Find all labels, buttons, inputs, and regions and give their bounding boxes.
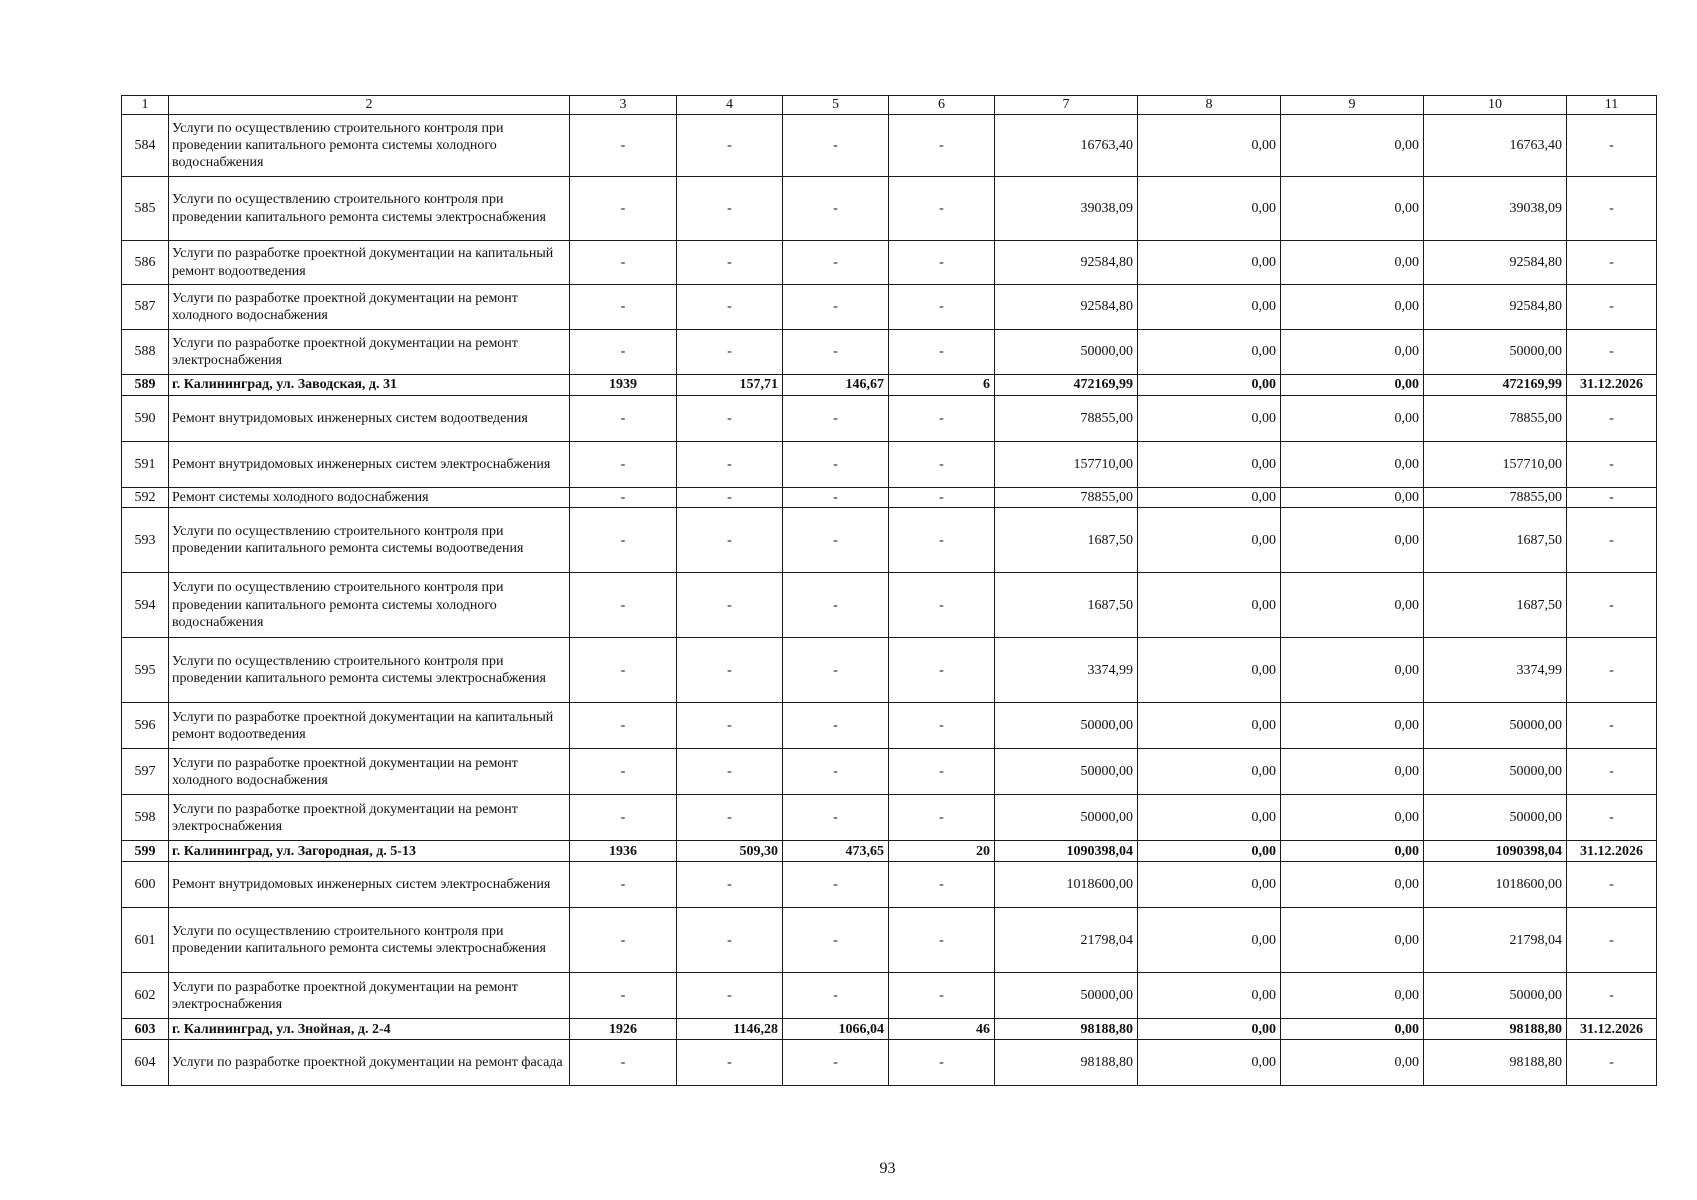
- col9-value: 0,00: [1281, 638, 1424, 703]
- col7-value: 50000,00: [995, 795, 1138, 841]
- table-row: [122, 330, 1657, 375]
- col4-value: -: [677, 749, 783, 795]
- table-row: [122, 795, 1657, 841]
- col7-value: 92584,80: [995, 285, 1138, 330]
- col5-value: -: [783, 908, 889, 973]
- col7-value: 50000,00: [995, 330, 1138, 375]
- col11-value: -: [1567, 908, 1657, 973]
- col10-value: 1018600,00: [1424, 862, 1567, 908]
- col11-value: -: [1567, 703, 1657, 749]
- col9-value: 0,00: [1281, 862, 1424, 908]
- col8-value: 0,00: [1138, 573, 1281, 638]
- col5-value: -: [783, 442, 889, 488]
- col5-value: -: [783, 638, 889, 703]
- col5-value: 473,65: [783, 841, 889, 862]
- col8-value: 0,00: [1138, 442, 1281, 488]
- column-number-row: [122, 96, 1657, 115]
- row-number: 591: [122, 442, 169, 488]
- col4-value: -: [677, 1040, 783, 1086]
- col7-value: 16763,40: [995, 115, 1138, 177]
- col-header-9: 9: [1281, 96, 1424, 115]
- col7-value: 1090398,04: [995, 841, 1138, 862]
- col7-value: 98188,80: [995, 1019, 1138, 1040]
- col4-value: -: [677, 177, 783, 241]
- col4-value: -: [677, 330, 783, 375]
- col11-value: -: [1567, 638, 1657, 703]
- row-number: 597: [122, 749, 169, 795]
- col5-value: 146,67: [783, 375, 889, 396]
- col10-value: 78855,00: [1424, 396, 1567, 442]
- row-number: 603: [122, 1019, 169, 1040]
- col8-value: 0,00: [1138, 396, 1281, 442]
- col10-value: 1687,50: [1424, 508, 1567, 573]
- col9-value: 0,00: [1281, 973, 1424, 1019]
- col6-value: 20: [889, 841, 995, 862]
- col5-value: -: [783, 177, 889, 241]
- col6-value: -: [889, 1040, 995, 1086]
- col7-value: 50000,00: [995, 749, 1138, 795]
- col4-value: 157,71: [677, 375, 783, 396]
- col-header-7: 7: [995, 96, 1138, 115]
- address-row: [122, 1019, 1657, 1040]
- col10-value: 92584,80: [1424, 285, 1567, 330]
- col5-value: -: [783, 330, 889, 375]
- col6-value: -: [889, 488, 995, 508]
- col9-value: 0,00: [1281, 1040, 1424, 1086]
- col5-value: -: [783, 795, 889, 841]
- row-number: 595: [122, 638, 169, 703]
- col3-value: -: [570, 508, 677, 573]
- col4-value: -: [677, 573, 783, 638]
- col6-value: -: [889, 115, 995, 177]
- col11-value: -: [1567, 177, 1657, 241]
- col7-value: 78855,00: [995, 488, 1138, 508]
- table-row: [122, 573, 1657, 638]
- col7-value: 50000,00: [995, 973, 1138, 1019]
- col4-value: -: [677, 241, 783, 285]
- col-header-5: 5: [783, 96, 889, 115]
- col8-value: 0,00: [1138, 862, 1281, 908]
- col10-value: 98188,80: [1424, 1019, 1567, 1040]
- col10-value: 78855,00: [1424, 488, 1567, 508]
- col3-value: -: [570, 908, 677, 973]
- col10-value: 472169,99: [1424, 375, 1567, 396]
- col6-value: -: [889, 177, 995, 241]
- col9-value: 0,00: [1281, 177, 1424, 241]
- col8-value: 0,00: [1138, 1040, 1281, 1086]
- col8-value: 0,00: [1138, 1019, 1281, 1040]
- col3-value: -: [570, 241, 677, 285]
- work-name: Услуги по осуществлению строительного контроля при проведении капитального ремонта системы холодного водоснабжения: [169, 115, 570, 177]
- col4-value: -: [677, 488, 783, 508]
- col7-value: 98188,80: [995, 1040, 1138, 1086]
- col6-value: -: [889, 862, 995, 908]
- col11-value: -: [1567, 973, 1657, 1019]
- col11-value: -: [1567, 488, 1657, 508]
- row-number: 588: [122, 330, 169, 375]
- col9-value: 0,00: [1281, 749, 1424, 795]
- col7-value: 50000,00: [995, 703, 1138, 749]
- col9-value: 0,00: [1281, 442, 1424, 488]
- col7-value: 1687,50: [995, 508, 1138, 573]
- col11-value: -: [1567, 749, 1657, 795]
- table-row: [122, 442, 1657, 488]
- col5-value: -: [783, 115, 889, 177]
- col-header-10: 10: [1424, 96, 1567, 115]
- col5-value: -: [783, 973, 889, 1019]
- col10-value: 50000,00: [1424, 795, 1567, 841]
- col10-value: 50000,00: [1424, 749, 1567, 795]
- row-number: 587: [122, 285, 169, 330]
- col3-value: -: [570, 1040, 677, 1086]
- work-name: Услуги по разработке проектной документации на ремонт электроснабжения: [169, 973, 570, 1019]
- col8-value: 0,00: [1138, 908, 1281, 973]
- col11-value: -: [1567, 442, 1657, 488]
- col9-value: 0,00: [1281, 1019, 1424, 1040]
- col11-value: -: [1567, 396, 1657, 442]
- col9-value: 0,00: [1281, 508, 1424, 573]
- col9-value: 0,00: [1281, 115, 1424, 177]
- col9-value: 0,00: [1281, 285, 1424, 330]
- col8-value: 0,00: [1138, 638, 1281, 703]
- col9-value: 0,00: [1281, 375, 1424, 396]
- col10-value: 98188,80: [1424, 1040, 1567, 1086]
- col3-value: -: [570, 442, 677, 488]
- col6-value: -: [889, 973, 995, 1019]
- col11-value: -: [1567, 285, 1657, 330]
- table-row: [122, 862, 1657, 908]
- row-number: 600: [122, 862, 169, 908]
- table-row: [122, 285, 1657, 330]
- col5-value: -: [783, 749, 889, 795]
- col7-value: 39038,09: [995, 177, 1138, 241]
- work-name: Ремонт внутридомовых инженерных систем электроснабжения: [169, 442, 570, 488]
- col4-value: -: [677, 638, 783, 703]
- col3-value: -: [570, 115, 677, 177]
- table-row: [122, 973, 1657, 1019]
- col11-value: -: [1567, 862, 1657, 908]
- col8-value: 0,00: [1138, 973, 1281, 1019]
- col11-value: -: [1567, 1040, 1657, 1086]
- col3-value: -: [570, 703, 677, 749]
- col9-value: 0,00: [1281, 241, 1424, 285]
- works-table: [121, 95, 1657, 1086]
- col8-value: 0,00: [1138, 177, 1281, 241]
- table-row: [122, 488, 1657, 508]
- col5-value: -: [783, 241, 889, 285]
- row-number: 589: [122, 375, 169, 396]
- row-number: 592: [122, 488, 169, 508]
- col7-value: 472169,99: [995, 375, 1138, 396]
- col6-value: -: [889, 703, 995, 749]
- col4-value: -: [677, 862, 783, 908]
- col3-value: -: [570, 330, 677, 375]
- col4-value: -: [677, 285, 783, 330]
- col-header-8: 8: [1138, 96, 1281, 115]
- col-header-2: 2: [169, 96, 570, 115]
- address-row: [122, 841, 1657, 862]
- col-header-11: 11: [1567, 96, 1657, 115]
- col3-value: -: [570, 396, 677, 442]
- col11-value: 31.12.2026: [1567, 841, 1657, 862]
- col10-value: 3374,99: [1424, 638, 1567, 703]
- col5-value: -: [783, 508, 889, 573]
- col7-value: 92584,80: [995, 241, 1138, 285]
- col9-value: 0,00: [1281, 573, 1424, 638]
- col7-value: 21798,04: [995, 908, 1138, 973]
- work-name: Услуги по осуществлению строительного контроля при проведении капитального ремонта системы электроснабжения: [169, 908, 570, 973]
- col8-value: 0,00: [1138, 115, 1281, 177]
- col11-value: -: [1567, 508, 1657, 573]
- col4-value: -: [677, 973, 783, 1019]
- col4-value: -: [677, 442, 783, 488]
- col10-value: 16763,40: [1424, 115, 1567, 177]
- row-number: 594: [122, 573, 169, 638]
- work-name: Услуги по разработке проектной документации на ремонт фасада: [169, 1040, 570, 1086]
- work-name: Услуги по разработке проектной документации на ремонт электроснабжения: [169, 795, 570, 841]
- row-number: 601: [122, 908, 169, 973]
- work-name: Ремонт системы холодного водоснабжения: [169, 488, 570, 508]
- col9-value: 0,00: [1281, 841, 1424, 862]
- col8-value: 0,00: [1138, 795, 1281, 841]
- col3-value: -: [570, 177, 677, 241]
- row-number: 596: [122, 703, 169, 749]
- col5-value: -: [783, 396, 889, 442]
- col6-value: -: [889, 442, 995, 488]
- col3-value: -: [570, 862, 677, 908]
- col6-value: -: [889, 241, 995, 285]
- col7-value: 157710,00: [995, 442, 1138, 488]
- work-name: г. Калининград, ул. Загородная, д. 5-13: [169, 841, 570, 862]
- col-header-6: 6: [889, 96, 995, 115]
- col3-value: -: [570, 795, 677, 841]
- col10-value: 1090398,04: [1424, 841, 1567, 862]
- work-name: Ремонт внутридомовых инженерных систем электроснабжения: [169, 862, 570, 908]
- row-number: 598: [122, 795, 169, 841]
- row-number: 602: [122, 973, 169, 1019]
- work-name: Услуги по осуществлению строительного контроля при проведении капитального ремонта системы холодного водоснабжения: [169, 573, 570, 638]
- table-row: [122, 115, 1657, 177]
- work-name: Услуги по разработке проектной документации на ремонт электроснабжения: [169, 330, 570, 375]
- col11-value: -: [1567, 795, 1657, 841]
- work-name: Услуги по разработке проектной документации на ремонт холодного водоснабжения: [169, 285, 570, 330]
- address-row: [122, 375, 1657, 396]
- col8-value: 0,00: [1138, 488, 1281, 508]
- col9-value: 0,00: [1281, 795, 1424, 841]
- col10-value: 21798,04: [1424, 908, 1567, 973]
- col6-value: -: [889, 508, 995, 573]
- work-name: Услуги по разработке проектной документации на капитальный ремонт водоотведения: [169, 241, 570, 285]
- work-name: Услуги по осуществлению строительного контроля при проведении капитального ремонта системы электроснабжения: [169, 177, 570, 241]
- col4-value: -: [677, 396, 783, 442]
- work-name: Услуги по осуществлению строительного контроля при проведении капитального ремонта системы электроснабжения: [169, 638, 570, 703]
- col3-value: 1926: [570, 1019, 677, 1040]
- col4-value: -: [677, 703, 783, 749]
- row-number: 584: [122, 115, 169, 177]
- col11-value: -: [1567, 115, 1657, 177]
- work-name: Услуги по осуществлению строительного контроля при проведении капитального ремонта системы водоотведения: [169, 508, 570, 573]
- col10-value: 50000,00: [1424, 703, 1567, 749]
- col7-value: 1018600,00: [995, 862, 1138, 908]
- col7-value: 78855,00: [995, 396, 1138, 442]
- col6-value: -: [889, 285, 995, 330]
- col5-value: -: [783, 285, 889, 330]
- work-name: Услуги по разработке проектной документации на капитальный ремонт водоотведения: [169, 703, 570, 749]
- col10-value: 39038,09: [1424, 177, 1567, 241]
- work-name: г. Калининград, ул. Знойная, д. 2-4: [169, 1019, 570, 1040]
- col3-value: -: [570, 573, 677, 638]
- col11-value: 31.12.2026: [1567, 1019, 1657, 1040]
- col6-value: 6: [889, 375, 995, 396]
- col10-value: 157710,00: [1424, 442, 1567, 488]
- work-name: Услуги по разработке проектной документации на ремонт холодного водоснабжения: [169, 749, 570, 795]
- table-body: [122, 96, 1657, 1086]
- table-row: [122, 908, 1657, 973]
- table-row: [122, 241, 1657, 285]
- col4-value: 1146,28: [677, 1019, 783, 1040]
- col3-value: -: [570, 488, 677, 508]
- col8-value: 0,00: [1138, 241, 1281, 285]
- col8-value: 0,00: [1138, 841, 1281, 862]
- col4-value: -: [677, 795, 783, 841]
- col5-value: -: [783, 862, 889, 908]
- col5-value: -: [783, 573, 889, 638]
- col4-value: -: [677, 508, 783, 573]
- row-number: 599: [122, 841, 169, 862]
- col11-value: -: [1567, 330, 1657, 375]
- col10-value: 50000,00: [1424, 973, 1567, 1019]
- col8-value: 0,00: [1138, 330, 1281, 375]
- col4-value: -: [677, 908, 783, 973]
- col8-value: 0,00: [1138, 285, 1281, 330]
- col-header-3: 3: [570, 96, 677, 115]
- table-row: [122, 638, 1657, 703]
- col6-value: -: [889, 573, 995, 638]
- col5-value: -: [783, 1040, 889, 1086]
- col11-value: -: [1567, 573, 1657, 638]
- row-number: 585: [122, 177, 169, 241]
- col3-value: -: [570, 285, 677, 330]
- col6-value: -: [889, 330, 995, 375]
- table-row: [122, 1040, 1657, 1086]
- row-number: 586: [122, 241, 169, 285]
- table-row: [122, 703, 1657, 749]
- col11-value: -: [1567, 241, 1657, 285]
- page-number: 93: [879, 1160, 896, 1177]
- col10-value: 1687,50: [1424, 573, 1567, 638]
- col3-value: 1939: [570, 375, 677, 396]
- table-row: [122, 749, 1657, 795]
- col4-value: 509,30: [677, 841, 783, 862]
- col-header-1: 1: [122, 96, 169, 115]
- row-number: 590: [122, 396, 169, 442]
- col3-value: -: [570, 973, 677, 1019]
- col3-value: -: [570, 749, 677, 795]
- work-name: г. Калининград, ул. Заводская, д. 31: [169, 375, 570, 396]
- col5-value: -: [783, 488, 889, 508]
- col11-value: 31.12.2026: [1567, 375, 1657, 396]
- table-row: [122, 396, 1657, 442]
- work-name: Ремонт внутридомовых инженерных систем водоотведения: [169, 396, 570, 442]
- col8-value: 0,00: [1138, 749, 1281, 795]
- col10-value: 50000,00: [1424, 330, 1567, 375]
- table-row: [122, 177, 1657, 241]
- col6-value: -: [889, 396, 995, 442]
- col9-value: 0,00: [1281, 396, 1424, 442]
- col9-value: 0,00: [1281, 908, 1424, 973]
- col6-value: -: [889, 749, 995, 795]
- col6-value: -: [889, 795, 995, 841]
- col4-value: -: [677, 115, 783, 177]
- col6-value: 46: [889, 1019, 995, 1040]
- col5-value: -: [783, 703, 889, 749]
- col3-value: 1936: [570, 841, 677, 862]
- col6-value: -: [889, 638, 995, 703]
- col6-value: -: [889, 908, 995, 973]
- col8-value: 0,00: [1138, 703, 1281, 749]
- col9-value: 0,00: [1281, 488, 1424, 508]
- col10-value: 92584,80: [1424, 241, 1567, 285]
- col8-value: 0,00: [1138, 508, 1281, 573]
- col7-value: 3374,99: [995, 638, 1138, 703]
- row-number: 593: [122, 508, 169, 573]
- col5-value: 1066,04: [783, 1019, 889, 1040]
- col9-value: 0,00: [1281, 330, 1424, 375]
- row-number: 604: [122, 1040, 169, 1086]
- col3-value: -: [570, 638, 677, 703]
- col7-value: 1687,50: [995, 573, 1138, 638]
- col9-value: 0,00: [1281, 703, 1424, 749]
- col8-value: 0,00: [1138, 375, 1281, 396]
- col-header-4: 4: [677, 96, 783, 115]
- table-row: [122, 508, 1657, 573]
